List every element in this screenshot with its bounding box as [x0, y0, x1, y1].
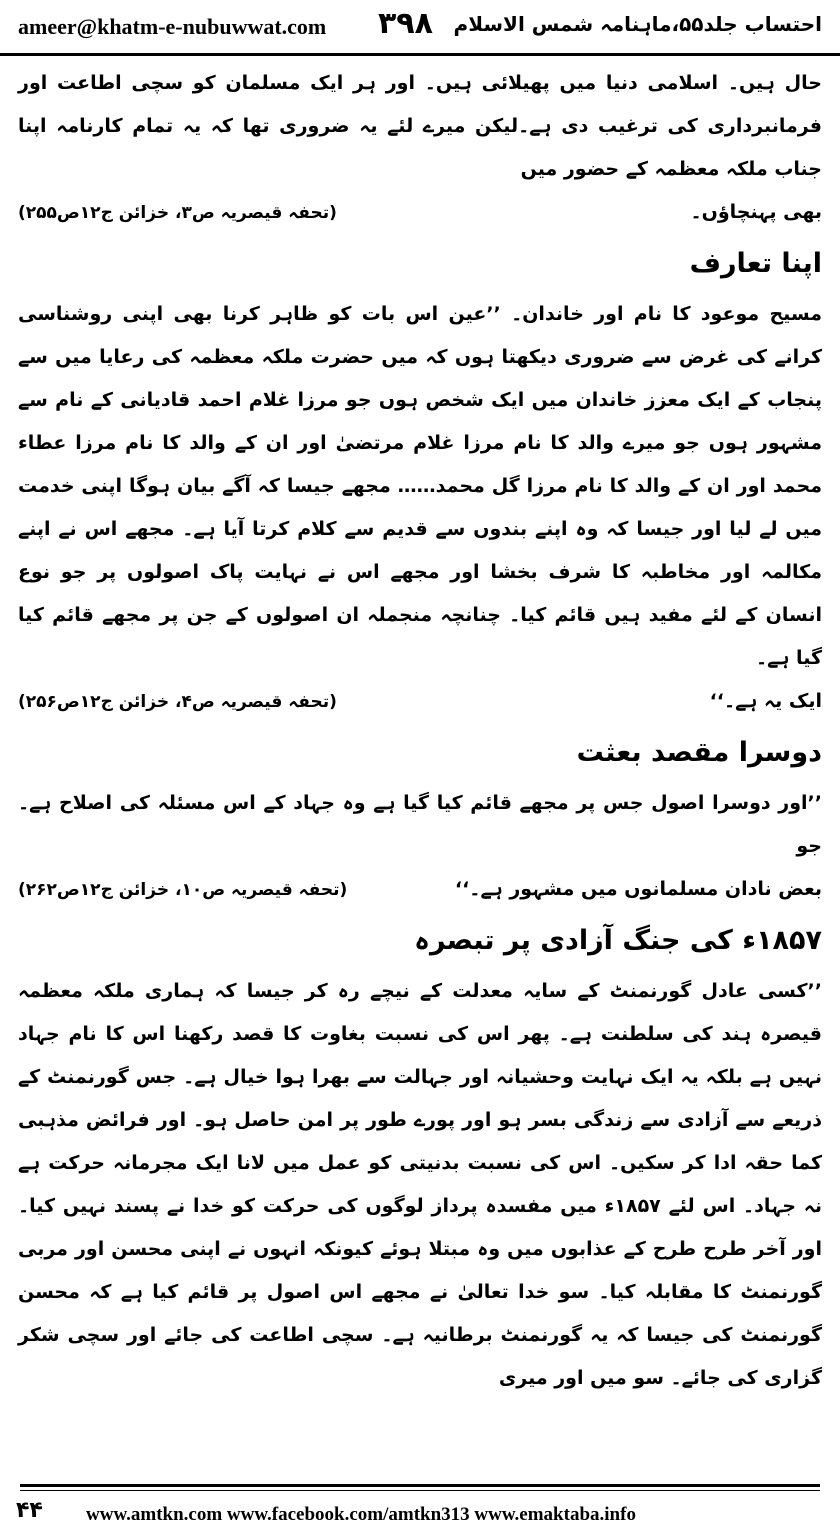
- header-email: ameer@khatm-e-nubuwwat.com: [18, 14, 327, 39]
- section-heading-second-purpose: دوسرا مقصد بعثت: [576, 737, 822, 768]
- section2-reference: (تحفہ قیصریہ ص۱۰، خزائن ج۱۲ص۲۶۲): [18, 880, 348, 900]
- section1-ref-row: [18, 680, 822, 724]
- intro-ref-row: [18, 191, 822, 235]
- intro-last-line: بھی پہنچاؤں۔: [690, 201, 822, 223]
- section-heading-1857-review: ۱۸۵۷ء کی جنگ آزادی پر تبصرہ: [414, 925, 822, 956]
- section2-paragraph: ’’اور دوسرا اصول جس پر مجھے قائم کیا گیا ہے وہ جہاد کے اس مسئلہ کی اصلاح ہے۔ جو: [18, 792, 822, 857]
- article-body: [18, 62, 822, 1400]
- section3-paragraph: ’’کسی عادل گورنمنٹ کے سایہ معدلت کے نیچے رہ کر جیسا کہ ہماری ملکہ معظمہ قیصرہ ہند کی سلطنت ہے۔ پھر اس کی نسبت بغاوت کا قصد رکھنا اس کا نام جہاد نہیں ہے بلکہ یہ ایک نہایت وحشیانہ اور جہالت سے بھرا ہوا خیال ہے۔ جس گورنمنٹ کے ذریعے سے آزادی سے زندگی بسر ہو اور پورے طور پر امن حاصل ہو۔ اور فرائض مذہبی کما حقہ ادا کر سکیں۔ اس کی نسبت بدنیتی کو عمل میں لانا ایک مجرمانہ حرکت ہے نہ جہاد۔ اس لئے ۱۸۵۷ء میں مفسدہ پرداز لوگوں کی حرکت کو خدا نے پسند نہیں کیا۔ اور آخر طرح طرح کے عذابوں میں وہ مبتلا ہوئے کیونکہ انہوں نے اپنی محسن اور مربی گورنمنٹ کا مقابلہ کیا۔ سو خدا تعالیٰ نے مجھے اس اصول پر قائم کیا ہے کہ محسن گورنمنٹ کی جیسا کہ یہ گورنمنٹ برطانیہ ہے۔ سچی اطاعت کی جائے اور سچی شکر گزاری کی جائے۔ سو میں اور میری: [18, 980, 822, 1389]
- footer-website-links: www.amtkn.com www.facebook.com/amtkn313 www.emaktaba.info: [86, 1504, 636, 1525]
- section2-ref-row: [18, 868, 822, 912]
- intro-paragraph: حال ہیں۔ اسلامی دنیا میں پھیلائی ہیں۔ اور ہر ایک مسلمان کو سچی اطاعت اور فرمانبرداری کی ترغیب دی ہے۔لیکن میرے لئے یہ ضروری تھا کہ یہ تمام کارنامہ اپنا جناب ملکہ معظمہ کے حضور میں: [18, 72, 822, 180]
- intro-reference: (تحفہ قیصریہ ص۳، خزائن ج۱۲ص۲۵۵): [18, 203, 337, 223]
- section1-paragraph: مسیح موعود کا نام اور خاندان۔ ’’عین اس بات کو ظاہر کرنا بھی اپنی روشناسی کرانے کی غرض سے ضروری دیکھتا ہوں کہ میں حضرت ملکہ معظمہ کی رعایا میں سے پنجاب کے ایک معزز خاندان میں ایک شخص ہوں جو مرزا غلام احمد قادیانی کے نام سے مشہور ہوں جو میرے والد کا نام مرزا غلام مرتضیٰ اور ان کے والد کا نام مرزا عطاء محمد اور ان کے والد کا نام مرزا گل محمد…… مجھے جیسا کہ آگے بیان ہوگا اپنی خدمت میں لے لیا اور جیسا کہ وہ اپنے بندوں سے قدیم سے کلام کرتا آیا ہے۔ مجھے اس نے اپنے مکالمہ اور مخاطبہ کا شرف بخشا اور مجھے اس نے نہایت پاک اصولوں پر جو نوع انسان کے لئے مفید ہیں قائم کیا۔ چنانچہ منجملہ ان اصولوں کے جن پر مجھے قائم کیا گیا ہے۔: [18, 303, 822, 669]
- page-footer: [0, 1480, 840, 1540]
- section1-last-line: ایک یہ ہے۔‘‘: [709, 690, 822, 712]
- header-journal-title: احتساب جلد۵۵،ماہنامہ شمس الاسلام: [453, 12, 822, 36]
- section2-last-line: بعض نادان مسلمانوں میں مشہور ہے۔‘‘: [454, 878, 822, 900]
- footer-page-number: ۴۴: [16, 1498, 43, 1523]
- page-header: [0, 0, 840, 56]
- section-heading-introduction: اپنا تعارف: [689, 248, 822, 279]
- header-page-number: ۳۹۸: [378, 6, 433, 41]
- section1-reference: (تحفہ قیصریہ ص۴، خزائن ج۱۲ص۲۵۶): [18, 692, 337, 712]
- footer-rule-thick: [20, 1484, 820, 1487]
- footer-rule-thin: [20, 1490, 820, 1491]
